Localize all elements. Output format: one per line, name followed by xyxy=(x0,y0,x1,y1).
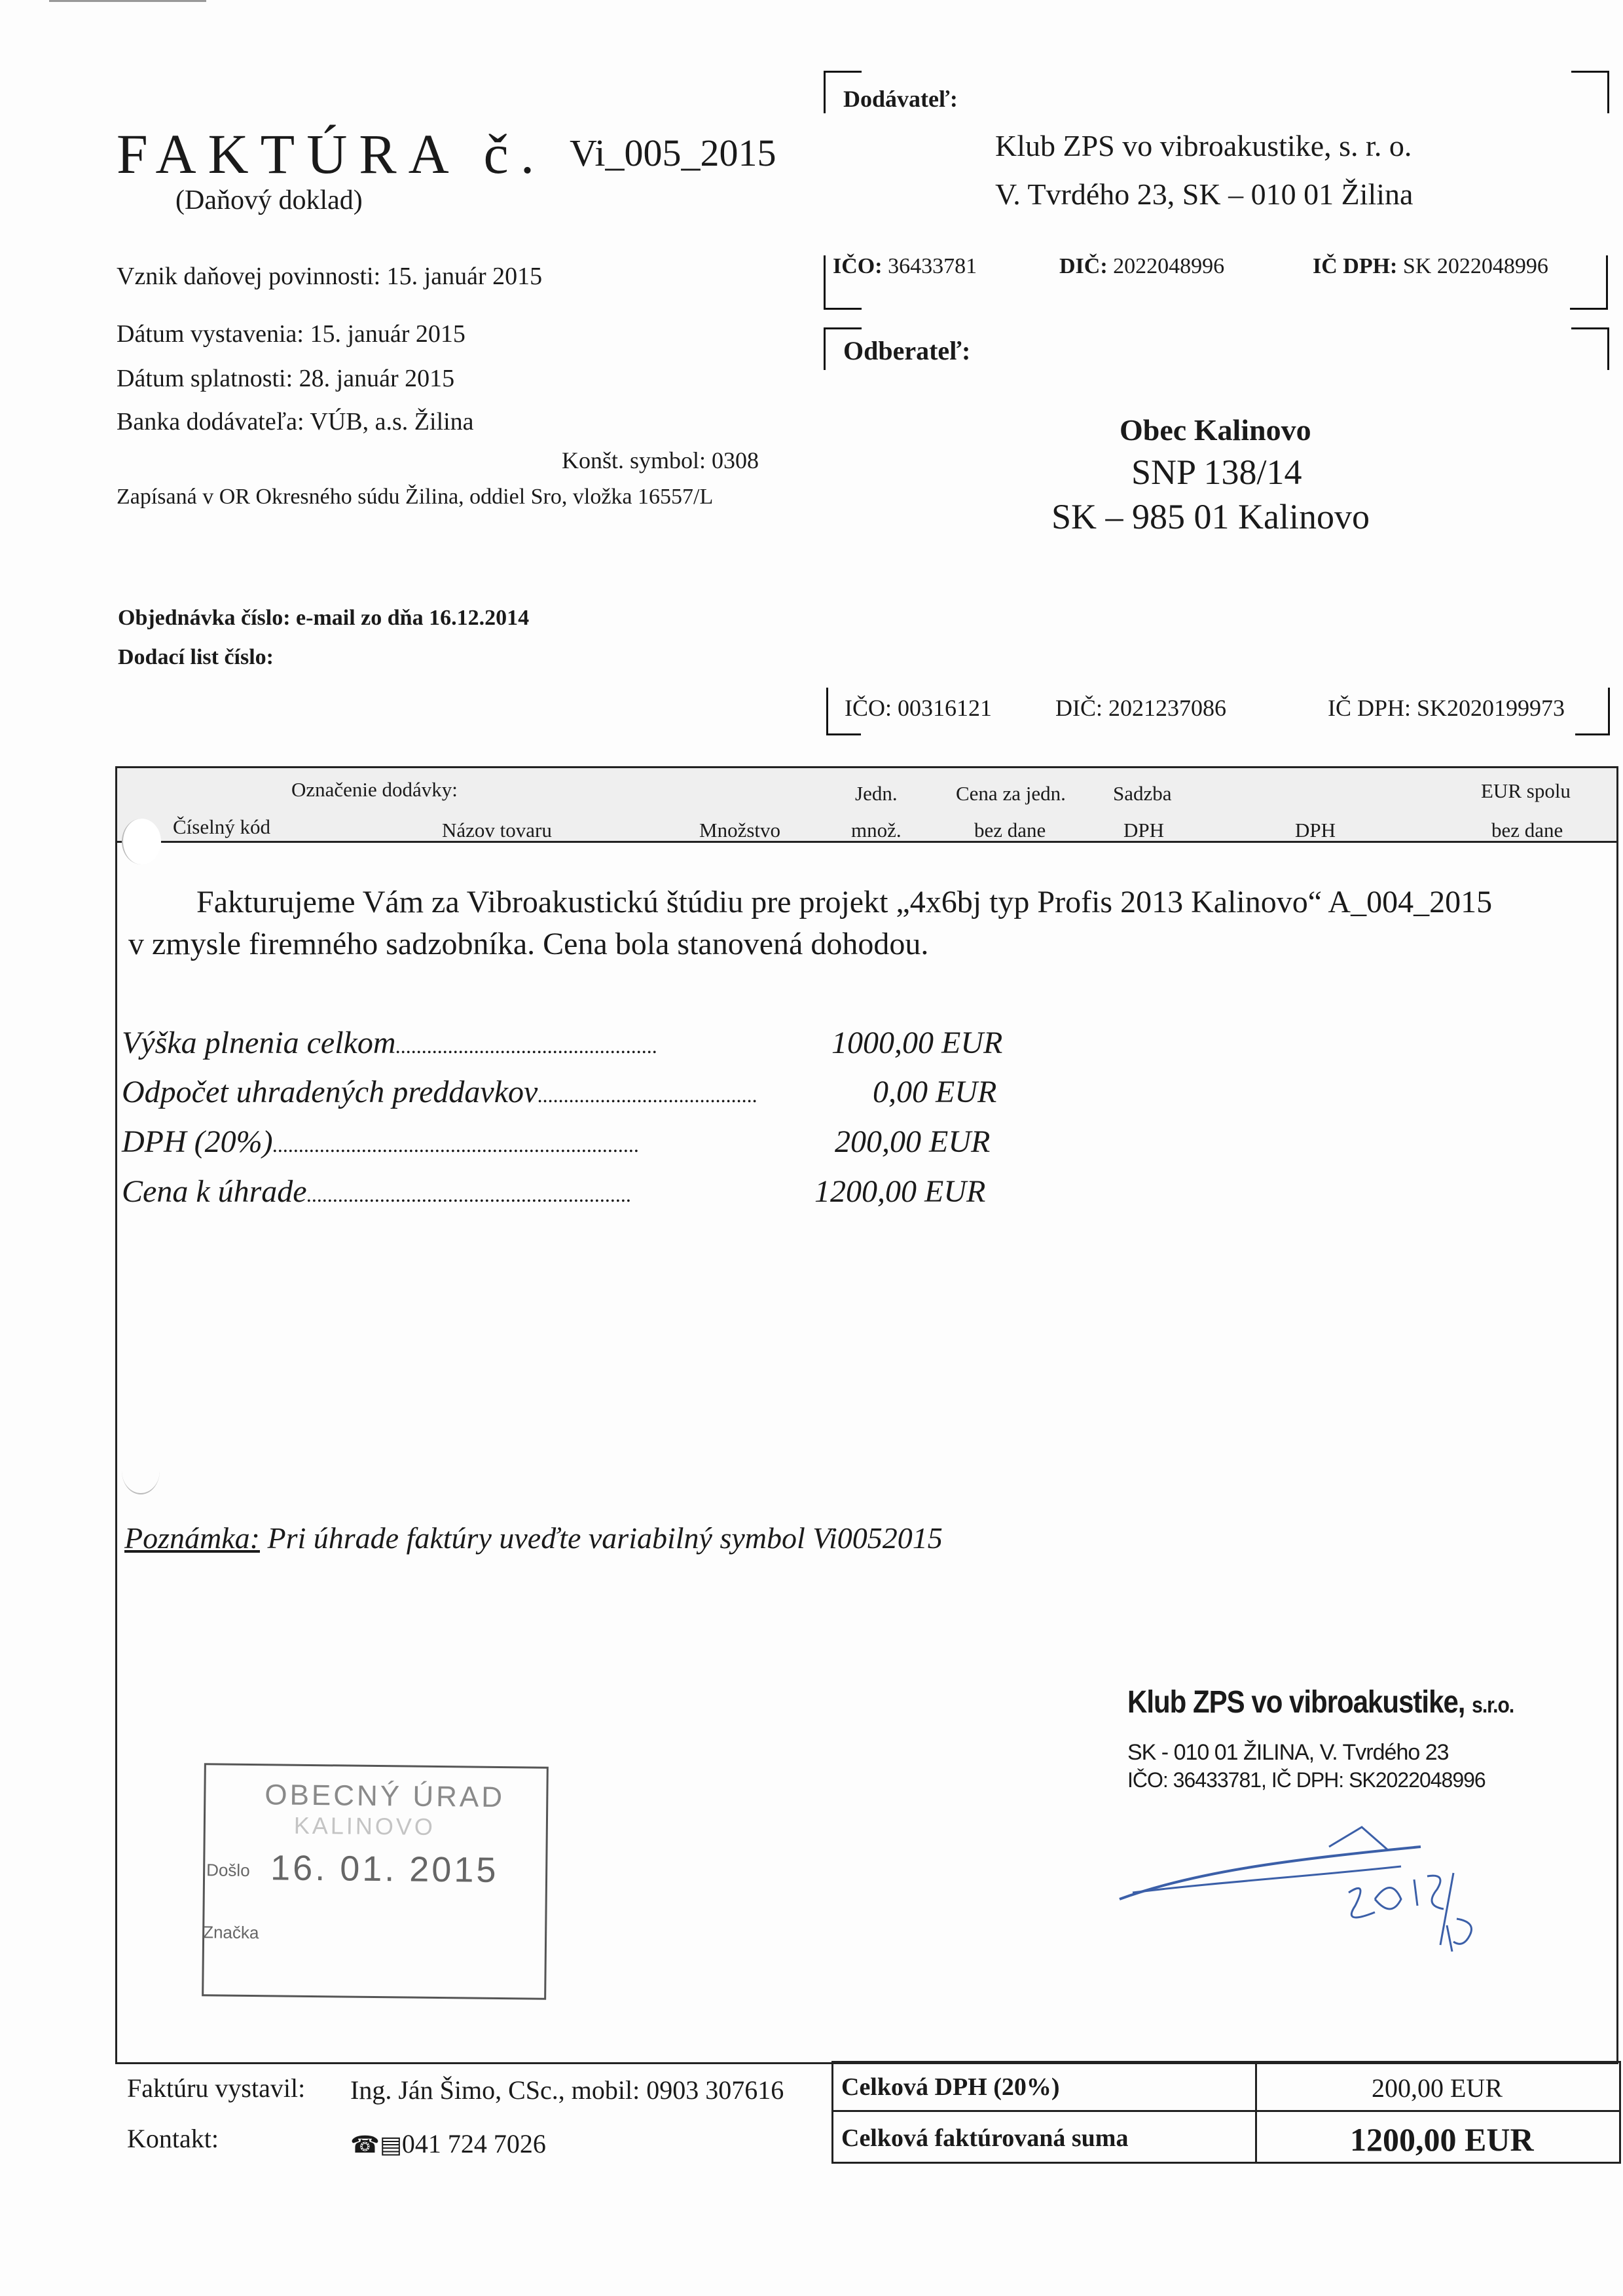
header-unit-1: Jedn. xyxy=(855,782,898,805)
header-quantity: Množstvo xyxy=(699,819,780,842)
office-stamp-title: OBECNÝ ÚRAD xyxy=(264,1779,505,1814)
note-text: Pri úhrade faktúry uveďte variabilný symbol Vi0052015 xyxy=(259,1521,943,1555)
supplier-icdph-label: IČ DPH: xyxy=(1313,254,1398,278)
supplier-address: V. Tvrdého 23, SK – 010 01 Žilina xyxy=(995,177,1413,211)
summary-row xyxy=(122,1074,757,1110)
supplier-name: Klub ZPS vo vibroakustike, s. r. o. xyxy=(995,129,1412,162)
customer-bracket-tr xyxy=(1571,327,1609,370)
supplier-stamp-address: SK - 010 01 ŽILINA, V. Tvrdého 23 xyxy=(1127,1740,1449,1765)
customer-street: SNP 138/14 xyxy=(1131,453,1302,492)
supplier-stamp-suffix: s.r.o. xyxy=(1472,1693,1514,1718)
supplier-stamp-ids: IČO: 36433781, IČ DPH: SK2022048996 xyxy=(1127,1768,1486,1792)
office-stamp-subtitle: KALINOVO xyxy=(293,1811,436,1840)
invoice-number: Vi_005_2015 xyxy=(570,132,776,174)
summary-row xyxy=(122,1124,640,1160)
order-number: Objednávka číslo: e-mail zo dňa 16.12.2014 xyxy=(118,606,530,630)
summary-row xyxy=(122,1174,632,1210)
delivery-note-number: Dodací list číslo: xyxy=(118,645,274,669)
office-stamp-mark-label: Značka xyxy=(203,1922,259,1943)
supplier-stamp-name xyxy=(1127,1684,1514,1720)
customer-dic: DIČ: 2021237086 xyxy=(1055,695,1226,721)
constant-symbol: Konšt. symbol: 0308 xyxy=(562,447,759,473)
supplier-bank: Banka dodávateľa: VÚB, a.s. Žilina xyxy=(117,408,474,435)
supplier-id-bracket-r xyxy=(1570,255,1608,310)
supplier-label: Dodávateľ: xyxy=(843,86,958,112)
supplier-ico xyxy=(833,254,977,279)
grand-total-value: 1200,00 EUR xyxy=(1350,2121,1534,2158)
supplier-dic-value: 2022048996 xyxy=(1113,254,1225,278)
description-line-1: Fakturujeme Vám za Vibroakustickú štúdiu pre projekt „4x6bj typ Profis 2013 Kalinovo“ A_004_2015 xyxy=(196,885,1493,919)
header-vat: DPH xyxy=(1295,819,1336,842)
vat-total-value: 200,00 EUR xyxy=(1372,2073,1503,2103)
supplier-stamp-company: Klub ZPS vo vibroakustike, xyxy=(1127,1684,1465,1720)
contact-phone: 041 724 7026 xyxy=(401,2129,546,2158)
customer-city: SK – 985 01 Kalinovo xyxy=(1051,497,1370,536)
summary-value: 1200,00 EUR xyxy=(814,1174,986,1209)
summary-dots: .......................................... xyxy=(538,1083,758,1107)
punch-hole-mark xyxy=(122,819,161,864)
contact-label: Kontakt: xyxy=(127,2124,219,2153)
office-received-stamp xyxy=(202,1763,549,1999)
customer-name: Obec Kalinovo xyxy=(1120,413,1311,447)
summary-value: 1000,00 EUR xyxy=(831,1026,1003,1060)
office-stamp-received-date: 16. 01. 2015 xyxy=(270,1848,499,1890)
tax-obligation-date: Vznik daňovej povinnosti: 15. január 2015 xyxy=(117,263,543,290)
supplier-dic xyxy=(1059,254,1224,279)
payment-note xyxy=(124,1521,943,1555)
header-total-1: EUR spolu xyxy=(1481,779,1571,802)
header-price-2: bez dane xyxy=(974,819,1046,842)
summary-dots: .................................................. xyxy=(395,1034,658,1058)
summary-value: 0,00 EUR xyxy=(873,1075,997,1109)
customer-label: Odberateľ: xyxy=(843,336,971,365)
supplier-dic-label: DIČ: xyxy=(1059,254,1108,278)
header-code: Číselný kód xyxy=(173,815,270,838)
customer-id-bracket-r xyxy=(1575,688,1610,735)
supplier-bracket-tr xyxy=(1571,71,1609,113)
registry-note: Zapísaná v OR Okresného súdu Žilina, oddiel Sro, vložka 16557/L xyxy=(117,485,714,509)
description-line-2: v zmysle firemného sadzobníka. Cena bola stanovená dohodou. xyxy=(128,927,929,961)
summary-dots: .............................................................. xyxy=(306,1183,632,1206)
issued-by-label: Faktúru vystavil: xyxy=(127,2073,306,2103)
summary-row xyxy=(122,1025,658,1061)
summary-value: 200,00 EUR xyxy=(835,1124,991,1159)
office-stamp-received-label: Došlo xyxy=(206,1860,250,1880)
invoice-title: FAKTÚRA č. xyxy=(117,122,547,185)
due-date: Dátum splatnosti: 28. január 2015 xyxy=(117,365,455,392)
header-unit-2: množ. xyxy=(851,819,902,842)
supplier-ico-value: 36433781 xyxy=(888,254,977,278)
customer-ico: IČO: 00316121 xyxy=(845,695,992,721)
supplier-ico-label: IČO: xyxy=(833,254,883,278)
scan-edge-line xyxy=(49,0,206,2)
issued-by-value: Ing. Ján Šimo, CSc., mobil: 0903 307616 xyxy=(350,2075,784,2105)
summary-label: Výška plnenia celkom xyxy=(122,1026,396,1060)
header-total-2: bez dane xyxy=(1491,819,1563,842)
summary-label: DPH (20%) xyxy=(122,1124,273,1159)
invoice-subtitle: (Daňový doklad) xyxy=(175,185,363,215)
customer-icdph: IČ DPH: SK2020199973 xyxy=(1328,695,1565,721)
note-label: Poznámka: xyxy=(124,1521,260,1555)
summary-dots: ...................................................................... xyxy=(272,1133,640,1157)
summary-label: Odpočet uhradených preddavkov xyxy=(122,1075,538,1109)
contact-value xyxy=(350,2128,546,2159)
signature-scribble xyxy=(1113,1821,1480,1965)
header-product: Názov tovaru xyxy=(442,819,552,842)
header-rate-2: DPH xyxy=(1123,819,1165,842)
issue-date: Dátum vystavenia: 15. január 2015 xyxy=(117,320,465,348)
header-rate-1: Sadzba xyxy=(1113,782,1172,805)
phone-fax-icon: ☎▤ xyxy=(350,2132,402,2158)
header-delivery-mark: Označenie dodávky: xyxy=(291,778,458,801)
punch-hole-mark xyxy=(122,1447,160,1494)
header-price-1: Cena za jedn. xyxy=(956,782,1066,805)
supplier-icdph xyxy=(1313,254,1548,279)
grand-total-label: Celková faktúrovaná suma xyxy=(841,2124,1129,2152)
supplier-icdph-value: SK 2022048996 xyxy=(1402,254,1548,278)
summary-label: Cena k úhrade xyxy=(122,1174,307,1209)
vat-total-label: Celková DPH (20%) xyxy=(841,2073,1060,2101)
